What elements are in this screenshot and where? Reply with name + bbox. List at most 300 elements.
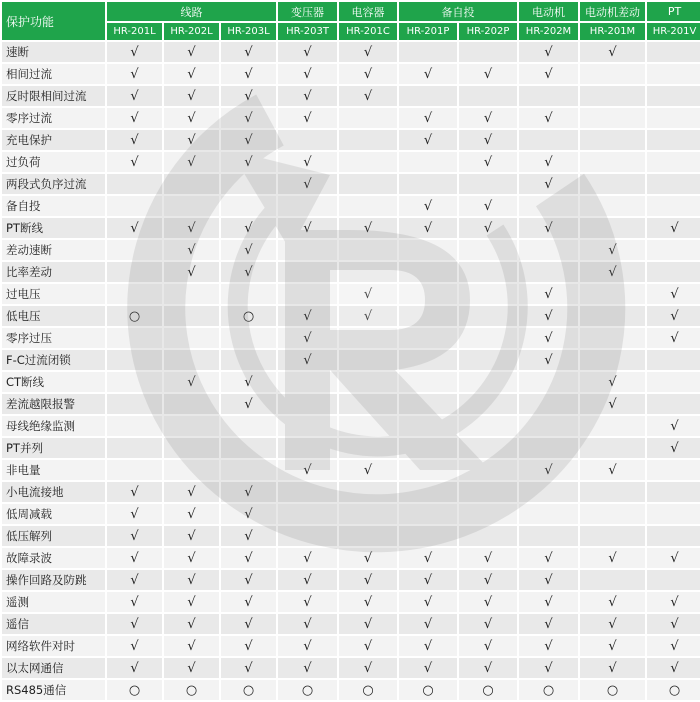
check-mark: √ (519, 570, 578, 590)
empty-cell (459, 328, 517, 348)
check-mark: √ (278, 548, 337, 568)
check-mark: √ (519, 350, 578, 370)
empty-cell (399, 482, 457, 502)
check-mark: √ (221, 526, 276, 546)
empty-cell (647, 174, 700, 194)
empty-cell (278, 416, 337, 436)
table-row (2, 658, 700, 678)
model-header-hr-202l: HR-202L (164, 23, 219, 40)
check-mark: √ (278, 460, 337, 480)
empty-cell (278, 526, 337, 546)
empty-cell (221, 438, 276, 458)
empty-cell (647, 108, 700, 128)
empty-cell (647, 570, 700, 590)
check-mark: √ (221, 86, 276, 106)
check-mark: √ (580, 460, 645, 480)
empty-cell (164, 416, 219, 436)
check-mark: √ (164, 570, 219, 590)
check-mark: √ (107, 42, 162, 62)
function-name: 充电保护 (2, 130, 105, 150)
optional-mark: ○ (399, 680, 457, 700)
empty-cell (647, 152, 700, 172)
function-name: PT断线 (2, 218, 105, 238)
empty-cell (519, 240, 578, 260)
empty-cell (399, 438, 457, 458)
group-header: 电动机差动 (580, 2, 645, 21)
check-mark: √ (221, 504, 276, 524)
optional-mark: ○ (519, 680, 578, 700)
check-mark: √ (107, 218, 162, 238)
check-mark: √ (339, 658, 397, 678)
table-row (2, 526, 700, 546)
empty-cell (339, 438, 397, 458)
check-mark: √ (221, 570, 276, 590)
empty-cell (459, 86, 517, 106)
empty-cell (459, 394, 517, 414)
check-mark: √ (221, 42, 276, 62)
check-mark: √ (107, 130, 162, 150)
function-name: 零序过压 (2, 328, 105, 348)
check-mark: √ (221, 394, 276, 414)
optional-mark: ○ (459, 680, 517, 700)
check-mark: √ (647, 592, 700, 612)
function-name: 速断 (2, 42, 105, 62)
empty-cell (107, 438, 162, 458)
group-header: PT (647, 2, 700, 21)
check-mark: √ (278, 306, 337, 326)
empty-cell (339, 196, 397, 216)
empty-cell (459, 416, 517, 436)
check-mark: √ (278, 658, 337, 678)
check-mark: √ (278, 636, 337, 656)
empty-cell (107, 196, 162, 216)
table-row (2, 482, 700, 502)
empty-cell (459, 284, 517, 304)
function-name: 低电压 (2, 306, 105, 326)
check-mark: √ (221, 64, 276, 84)
check-mark: √ (339, 548, 397, 568)
empty-cell (278, 130, 337, 150)
function-name: 小电流接地 (2, 482, 105, 502)
empty-cell (580, 306, 645, 326)
check-mark: √ (221, 130, 276, 150)
table-row (2, 570, 700, 590)
check-mark: √ (164, 504, 219, 524)
check-mark: √ (459, 570, 517, 590)
empty-cell (164, 306, 219, 326)
check-mark: √ (107, 152, 162, 172)
check-mark: √ (647, 614, 700, 634)
check-mark: √ (164, 372, 219, 392)
empty-cell (339, 328, 397, 348)
function-name: 以太网通信 (2, 658, 105, 678)
check-mark: √ (580, 262, 645, 282)
empty-cell (107, 372, 162, 392)
check-mark: √ (164, 548, 219, 568)
check-mark: √ (580, 592, 645, 612)
empty-cell (339, 350, 397, 370)
optional-mark: ○ (221, 680, 276, 700)
check-mark: √ (580, 636, 645, 656)
table-row (2, 394, 700, 414)
empty-cell (164, 284, 219, 304)
table-row (2, 460, 700, 480)
empty-cell (339, 240, 397, 260)
check-mark: √ (399, 636, 457, 656)
check-mark: √ (278, 108, 337, 128)
check-mark: √ (519, 548, 578, 568)
empty-cell (580, 196, 645, 216)
table-row (2, 196, 700, 216)
function-name: 相间过流 (2, 64, 105, 84)
empty-cell (399, 350, 457, 370)
empty-cell (221, 174, 276, 194)
empty-cell (647, 262, 700, 282)
check-mark: √ (221, 548, 276, 568)
optional-mark: ○ (107, 680, 162, 700)
empty-cell (278, 394, 337, 414)
check-mark: √ (107, 504, 162, 524)
empty-cell (580, 416, 645, 436)
empty-cell (519, 394, 578, 414)
empty-cell (339, 108, 397, 128)
check-mark: √ (647, 416, 700, 436)
function-name: 非电量 (2, 460, 105, 480)
check-mark: √ (164, 152, 219, 172)
check-mark: √ (519, 218, 578, 238)
check-mark: √ (221, 482, 276, 502)
empty-cell (107, 350, 162, 370)
check-mark: √ (399, 130, 457, 150)
empty-cell (519, 416, 578, 436)
empty-cell (459, 438, 517, 458)
check-mark: √ (647, 658, 700, 678)
check-mark: √ (519, 284, 578, 304)
function-name: 母线绝缘监测 (2, 416, 105, 436)
empty-cell (647, 86, 700, 106)
empty-cell (107, 174, 162, 194)
empty-cell (580, 284, 645, 304)
check-mark: √ (339, 218, 397, 238)
empty-cell (647, 526, 700, 546)
check-mark: √ (580, 240, 645, 260)
empty-cell (278, 504, 337, 524)
check-mark: √ (647, 284, 700, 304)
empty-cell (399, 306, 457, 326)
empty-cell (519, 438, 578, 458)
empty-cell (221, 284, 276, 304)
optional-mark: ○ (221, 306, 276, 326)
check-mark: √ (107, 482, 162, 502)
check-mark: √ (519, 152, 578, 172)
empty-cell (399, 284, 457, 304)
check-mark: √ (164, 526, 219, 546)
function-name: RS485通信 (2, 680, 105, 700)
model-header-hr-201m: HR-201M (580, 23, 645, 40)
check-mark: √ (399, 196, 457, 216)
table-row (2, 614, 700, 634)
function-name: 两段式负序过流 (2, 174, 105, 194)
empty-cell (519, 130, 578, 150)
empty-cell (519, 482, 578, 502)
empty-cell (107, 240, 162, 260)
check-mark: √ (164, 636, 219, 656)
empty-cell (399, 394, 457, 414)
check-mark: √ (519, 306, 578, 326)
optional-mark: ○ (580, 680, 645, 700)
check-mark: √ (164, 130, 219, 150)
empty-cell (339, 482, 397, 502)
check-mark: √ (519, 658, 578, 678)
table-row (2, 42, 700, 62)
group-header: 电动机 (519, 2, 578, 21)
header-model-row (2, 23, 700, 40)
table-row (2, 438, 700, 458)
empty-cell (580, 328, 645, 348)
check-mark: √ (339, 592, 397, 612)
empty-cell (399, 460, 457, 480)
check-mark: √ (221, 218, 276, 238)
empty-cell (580, 152, 645, 172)
empty-cell (459, 504, 517, 524)
table-row (2, 64, 700, 84)
table-row (2, 680, 700, 700)
check-mark: √ (459, 548, 517, 568)
empty-cell (399, 262, 457, 282)
empty-cell (580, 174, 645, 194)
table-row (2, 548, 700, 568)
check-mark: √ (580, 394, 645, 414)
check-mark: √ (164, 218, 219, 238)
optional-mark: ○ (339, 680, 397, 700)
check-mark: √ (339, 460, 397, 480)
empty-cell (580, 482, 645, 502)
empty-cell (278, 196, 337, 216)
check-mark: √ (164, 240, 219, 260)
function-name: PT并列 (2, 438, 105, 458)
check-mark: √ (519, 636, 578, 656)
check-mark: √ (459, 108, 517, 128)
function-name: 低压解列 (2, 526, 105, 546)
empty-cell (519, 196, 578, 216)
empty-cell (459, 262, 517, 282)
empty-cell (107, 416, 162, 436)
empty-cell (459, 372, 517, 392)
function-name: 比率差动 (2, 262, 105, 282)
check-mark: √ (519, 328, 578, 348)
check-mark: √ (647, 218, 700, 238)
empty-cell (164, 174, 219, 194)
optional-mark: ○ (107, 306, 162, 326)
model-header-hr-201v: HR-201V (647, 23, 700, 40)
function-name: 反时限相间过流 (2, 86, 105, 106)
check-mark: √ (107, 592, 162, 612)
empty-cell (580, 350, 645, 370)
check-mark: √ (339, 64, 397, 84)
empty-cell (459, 240, 517, 260)
check-mark: √ (339, 636, 397, 656)
function-name: 差流越限报警 (2, 394, 105, 414)
empty-cell (647, 42, 700, 62)
check-mark: √ (164, 262, 219, 282)
check-mark: √ (647, 636, 700, 656)
empty-cell (459, 174, 517, 194)
empty-cell (107, 460, 162, 480)
empty-cell (278, 262, 337, 282)
check-mark: √ (580, 658, 645, 678)
check-mark: √ (221, 592, 276, 612)
empty-cell (339, 372, 397, 392)
empty-cell (399, 372, 457, 392)
empty-cell (278, 284, 337, 304)
empty-cell (164, 350, 219, 370)
empty-cell (647, 240, 700, 260)
check-mark: √ (107, 86, 162, 106)
table-row (2, 372, 700, 392)
optional-mark: ○ (164, 680, 219, 700)
empty-cell (221, 196, 276, 216)
check-mark: √ (107, 526, 162, 546)
empty-cell (647, 64, 700, 84)
empty-cell (647, 394, 700, 414)
check-mark: √ (519, 614, 578, 634)
empty-cell (399, 86, 457, 106)
function-name: 操作回路及防跳 (2, 570, 105, 590)
check-mark: √ (278, 570, 337, 590)
empty-cell (459, 460, 517, 480)
function-name: 低周减载 (2, 504, 105, 524)
optional-mark: ○ (647, 680, 700, 700)
check-mark: √ (164, 64, 219, 84)
check-mark: √ (339, 306, 397, 326)
function-name: 过电压 (2, 284, 105, 304)
table-row (2, 130, 700, 150)
check-mark: √ (519, 42, 578, 62)
check-mark: √ (339, 284, 397, 304)
empty-cell (107, 394, 162, 414)
group-header: 备自投 (399, 2, 517, 21)
function-name: 遥测 (2, 592, 105, 612)
empty-cell (399, 174, 457, 194)
check-mark: √ (647, 328, 700, 348)
table-row (2, 108, 700, 128)
check-mark: √ (278, 42, 337, 62)
check-mark: √ (221, 372, 276, 392)
check-mark: √ (278, 64, 337, 84)
empty-cell (278, 482, 337, 502)
function-column-header: 保护功能 (2, 2, 105, 40)
check-mark: √ (278, 86, 337, 106)
empty-cell (339, 130, 397, 150)
check-mark: √ (459, 218, 517, 238)
check-mark: √ (399, 614, 457, 634)
empty-cell (459, 526, 517, 546)
check-mark: √ (107, 64, 162, 84)
function-name: 零序过流 (2, 108, 105, 128)
empty-cell (164, 460, 219, 480)
check-mark: √ (339, 42, 397, 62)
check-mark: √ (459, 130, 517, 150)
check-mark: √ (107, 658, 162, 678)
table-row (2, 284, 700, 304)
empty-cell (519, 504, 578, 524)
function-name: 网络软件对时 (2, 636, 105, 656)
table-row (2, 504, 700, 524)
check-mark: √ (647, 548, 700, 568)
check-mark: √ (278, 218, 337, 238)
check-mark: √ (221, 658, 276, 678)
function-name: 备自投 (2, 196, 105, 216)
check-mark: √ (221, 262, 276, 282)
check-mark: √ (580, 42, 645, 62)
check-mark: √ (107, 548, 162, 568)
empty-cell (107, 328, 162, 348)
empty-cell (647, 350, 700, 370)
empty-cell (339, 526, 397, 546)
check-mark: √ (107, 570, 162, 590)
table-row (2, 306, 700, 326)
empty-cell (459, 482, 517, 502)
empty-cell (647, 460, 700, 480)
model-header-hr-201l: HR-201L (107, 23, 162, 40)
check-mark: √ (164, 482, 219, 502)
check-mark: √ (221, 614, 276, 634)
check-mark: √ (459, 152, 517, 172)
empty-cell (399, 504, 457, 524)
check-mark: √ (164, 614, 219, 634)
check-mark: √ (580, 614, 645, 634)
empty-cell (580, 108, 645, 128)
empty-cell (164, 196, 219, 216)
check-mark: √ (278, 328, 337, 348)
table-row (2, 328, 700, 348)
check-mark: √ (221, 240, 276, 260)
empty-cell (399, 42, 457, 62)
check-mark: √ (459, 658, 517, 678)
empty-cell (107, 262, 162, 282)
header-group-row (2, 2, 700, 21)
empty-cell (459, 42, 517, 62)
empty-cell (164, 394, 219, 414)
check-mark: √ (519, 108, 578, 128)
check-mark: √ (580, 372, 645, 392)
check-mark: √ (399, 218, 457, 238)
empty-cell (459, 350, 517, 370)
check-mark: √ (278, 174, 337, 194)
check-mark: √ (339, 86, 397, 106)
model-header-hr-203t: HR-203T (278, 23, 337, 40)
check-mark: √ (107, 636, 162, 656)
table-row (2, 592, 700, 612)
group-header: 电容器 (339, 2, 397, 21)
table-row (2, 152, 700, 172)
check-mark: √ (399, 64, 457, 84)
function-name: 故障录波 (2, 548, 105, 568)
empty-cell (339, 262, 397, 282)
group-header: 线路 (107, 2, 276, 21)
empty-cell (459, 306, 517, 326)
check-mark: √ (164, 658, 219, 678)
empty-cell (399, 240, 457, 260)
empty-cell (278, 372, 337, 392)
empty-cell (580, 526, 645, 546)
table-row (2, 218, 700, 238)
check-mark: √ (164, 86, 219, 106)
check-mark: √ (519, 460, 578, 480)
empty-cell (519, 372, 578, 392)
empty-cell (647, 482, 700, 502)
empty-cell (647, 372, 700, 392)
